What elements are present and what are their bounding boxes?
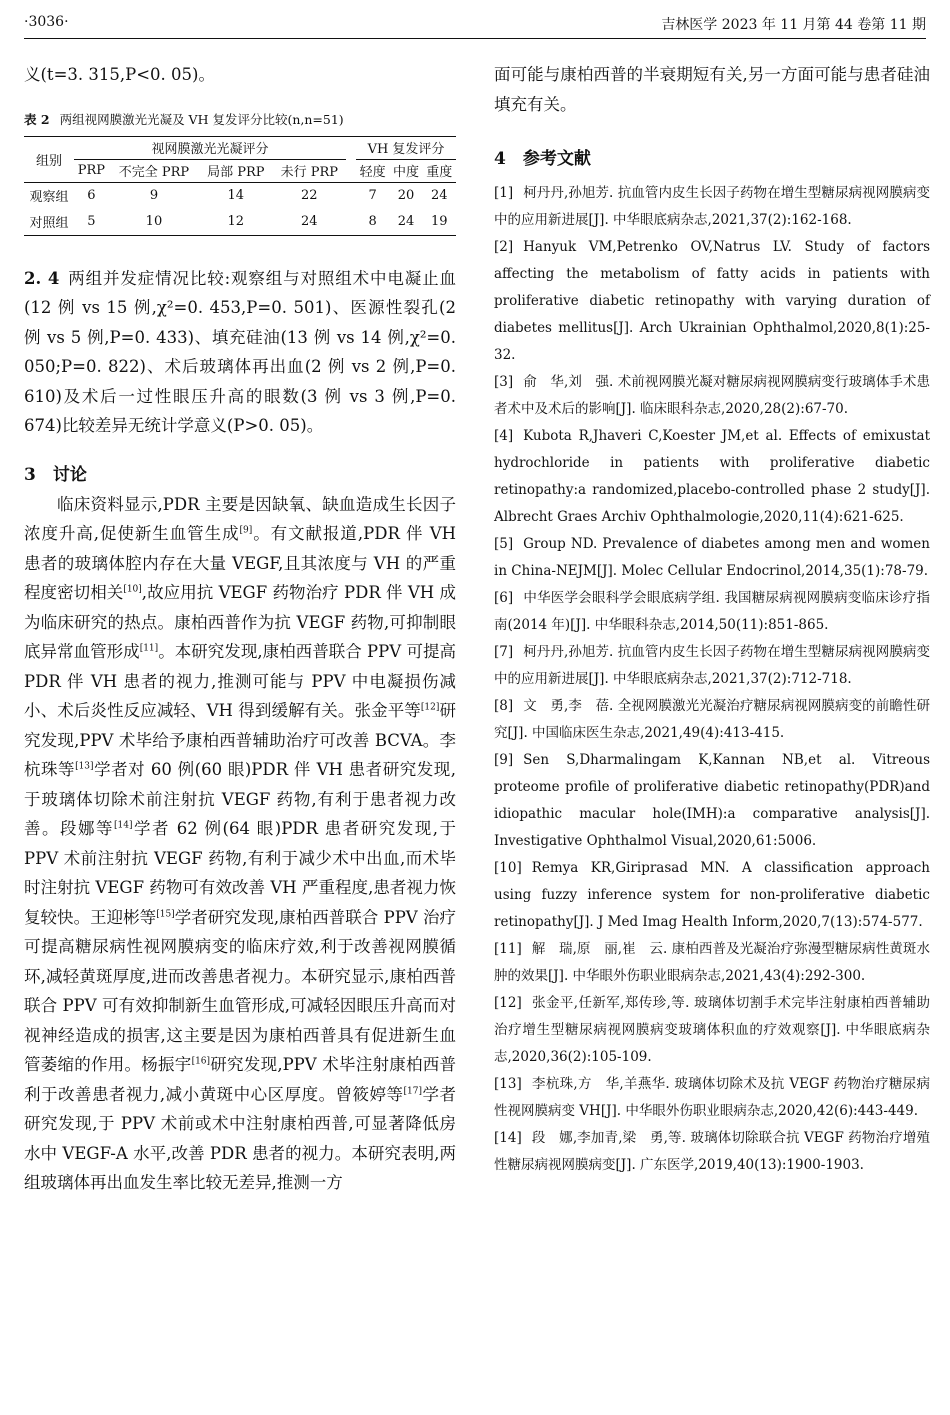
table-row <box>24 209 456 236</box>
journal-name: 吉林医学 2023 年 11 月第 44 卷第 11 期 <box>661 17 926 33</box>
reference-item: [2] Hanyuk VM,Petrenko OV,Natrus LV. Study of factors affecting the metabolism of fatty acids in patients with proliferative diabetic retinopathy with varying duration of diabetes mellitus[J]. Arch Ukrainian Ophthalmol,2020,8(1):25-32. <box>494 239 930 363</box>
reference-item: [5] Group ND. Prevalence of diabetes among men and women in China-NEJM[J]. Molec Cellular Endocrinol,2014,35(1):78-79. <box>494 536 930 579</box>
references-title: 4 参考文献 <box>494 149 591 169</box>
row-group: 观察组 <box>29 190 69 205</box>
section-number: 2. 4 <box>24 268 60 288</box>
cell: 24 <box>301 214 318 229</box>
discussion-paragraph: 临床资料显示,PDR 主要是因缺氧、缺血造成生长因子浓度升高,促使新生血管生成[9]。有文献报道,PDR 伴 VH 患者的玻璃体腔内存在大量 VEGF,且其浓度与 VH 的严重程度密切相关[10],故应用抗 VEGF 药物治疗 PDR 伴 VH 成为临床研究的热点。康柏西普作为抗 VEGF 药物,可抑制眼底异常血管形成[11]。本研究发现,康柏西普联合 PPV 可提高 PDR 伴 VH 患者的视力,推测可能与 PPV 中电凝损伤减小、术后炎性反应减轻、VH 得到缓解有关。张金平等[12]研究发现,PPV 术毕给予康柏西普辅助治疗可改善 BCVA。李杭珠等[13]学者对 60 例(60 眼)PDR 伴 VH 患者研究发现,于玻璃体切除术前注射抗 VEGF 药物,有利于患者视力改善。段娜等[14]学者 62 例(64 眼)PDR 患者研究发现,于 PPV 术前注射抗 VEGF 药物,有利于减少术中出血,而术毕时注射抗 VEGF 药物可有效改善 VH 严重程度,患者视力恢复较快。王迎彬等[15]学者研究发现,康柏西普联合 PPV 治疗可提高糖尿病性视网膜病变的临床疗效,利于改善视网膜循环,减轻黄斑厚度,进而改善患者视力。本研究显示,康柏西普联合 PPV 可有效抑制新生血管形成,可减轻因眼压升高而对视神经造成的损害,这主要是因为康柏西普具有促进新生血管萎缩的作用。杨振宇[16]研究发现,PPV 术毕注射康柏西普利于改善患者视力,减小黄斑中心区厚度。曾筱婷等[17]学者研究发现,于 PPV 术前或术中注射康柏西普,可显著降低房水中 VEGF-A 水平,改善 PDR 患者的视力。本研究表明,两组玻璃体再出血发生率比较无差异,推测一方 <box>24 494 457 1192</box>
reference-item: [11] 解 瑞,原 丽,崔 云. 康柏西普及光凝治疗弥漫型糖尿病性黄斑水肿的效果[J]. 中华眼外伤职业眼病杂志,2021,43(4):292-300. <box>494 941 930 984</box>
cell: 14 <box>227 188 245 203</box>
table-2 <box>24 136 456 236</box>
reference-item: [12] 张金平,任新军,郑传珍,等. 玻璃体切割手术完毕注射康柏西普辅助治疗增生型糖尿病视网膜病变玻璃体积血的疗效观察[J]. 中华眼底病杂志,2020,36(2):105-109. <box>494 995 930 1065</box>
cell: 12 <box>227 214 245 229</box>
page-number: ·3036· <box>24 14 69 30</box>
cell: 19 <box>431 214 448 229</box>
section-3-title: 3 讨论 <box>24 464 87 485</box>
cell: 24 <box>397 214 415 229</box>
cell: 7 <box>368 188 377 203</box>
left-column <box>24 60 456 1198</box>
reference-item: [4] Kubota R,Jhaveri C,Koester JM,et al. Effects of emixustat hydrochloride in patients with proliferative diabetic retinopathy:a randomized,placebo-controlled phase 2 study[J]. Albrecht Graes Archiv Ophthalmologie,2020,11(4):621-625. <box>494 428 930 525</box>
table-label: 表 2 <box>24 111 50 127</box>
vh-header: VH 复发评分 <box>356 136 456 159</box>
reference-item: [10] Remya KR,Giriprasad MN. A classification approach using fuzzy inference system for non-proliferative diabetic retinopathy[J]. J Med Imag Health Inform,2020,7(13):574-577. <box>494 860 930 930</box>
reference-item: [13] 李杭珠,方 华,羊燕华. 玻璃体切除术及抗 VEGF 药物治疗糖尿病性视网膜病变 VH[J]. 中华眼外伤职业眼病杂志,2020,42(6):443-449. <box>494 1076 930 1119</box>
laser-header: 视网膜激光光凝评分 <box>74 136 346 159</box>
group-header: 组别 <box>24 136 74 182</box>
reference-item: [9] Sen S,Dharmalingam K,Kannan NB,et al. Vitreous proteome profile of proliferative diabetic retinopathy(PDR)and idiopathic macular hole(IMH):a comparative analysis[J]. Investigative Ophthalmol Visual,2020,61:5006. <box>494 752 930 849</box>
reference-item: [1] 柯丹丹,孙旭芳. 抗血管内皮生长因子药物在增生型糖尿病视网膜病变中的应用新进展[J]. 中华眼底病杂志,2021,37(2):162-168. <box>494 185 930 228</box>
cell: 5 <box>87 214 96 229</box>
table-row <box>24 182 456 209</box>
cell: 22 <box>301 188 318 203</box>
cell: 20 <box>397 188 415 203</box>
subheader: 轻度 <box>356 159 389 182</box>
subheader: PRP <box>74 159 109 182</box>
reference-item: [8] 文 勇,李 蓓. 全视网膜激光光凝治疗糖尿病视网膜病变的前瞻性研究[J]. 中国临床医生杂志,2021,49(4):413-415. <box>494 698 930 741</box>
table-title: 两组视网膜激光光凝及 VH 复发评分比较(n,n=51) <box>59 111 344 127</box>
header-rule <box>24 38 926 39</box>
cell: 9 <box>149 188 159 203</box>
cell: 6 <box>87 188 96 203</box>
subheader: 局部 PRP <box>199 159 273 182</box>
reference-item: [3] 俞 华,刘 强. 术前视网膜光凝对糖尿病视网膜病变行玻璃体手术患者术中及术后的影响[J]. 临床眼科杂志,2020,28(2):67-70. <box>494 374 930 417</box>
section-2-4-text: 两组并发症情况比较:观察组与对照组术中电凝止血(12 例 vs 15 例,χ²=0. 453,P=0. 501)、医源性裂孔(2 例 vs 5 例,P=0. 433)、填充硅油(13 例 vs 14 例,χ²=0. 050;P=0. 822)、术后玻璃体再出血(2 例 vs 2 例,P=0. 610)及术后一过性眼压升高的眼数(3 例 vs 3 例,P=0. 674)比较差异无统计学意义(P>0. 05)。 <box>24 268 456 435</box>
row-group: 对照组 <box>29 216 69 231</box>
subheader: 重度 <box>423 159 456 182</box>
reference-item: [7] 柯丹丹,孙旭芳. 抗血管内皮生长因子药物在增生型糖尿病视网膜病变中的应用新进展[J]. 中华眼底病杂志,2021,37(2):712-718. <box>494 644 930 687</box>
subheader: 不完全 PRP <box>109 159 199 182</box>
running-header <box>24 14 926 36</box>
cell: 10 <box>145 214 163 229</box>
table-caption <box>24 110 456 128</box>
section-2-4 <box>24 264 456 441</box>
right-column <box>494 60 930 1179</box>
reference-item: [6] 中华医学会眼科学会眼底病学组. 我国糖尿病视网膜病变临床诊疗指南(2014 年)[J]. 中华眼科杂志,2014,50(11):851-865. <box>494 590 930 633</box>
cell: 24 <box>431 188 448 203</box>
subheader: 中度 <box>389 159 422 182</box>
cell: 8 <box>368 214 377 229</box>
continuation-text: 面可能与康柏西普的半衰期短有关,另一方面可能与患者硅油填充有关。 <box>494 65 930 114</box>
subheader: 未行 PRP <box>273 159 347 182</box>
opening-line: 义(t=3. 315,P<0. 05)。 <box>24 65 215 84</box>
reference-list <box>494 180 930 1179</box>
reference-item: [14] 段 娜,李加青,梁 勇,等. 玻璃体切除联合抗 VEGF 药物治疗增殖性糖尿病视网膜病变[J]. 广东医学,2019,40(13):1900-1903. <box>494 1130 930 1173</box>
